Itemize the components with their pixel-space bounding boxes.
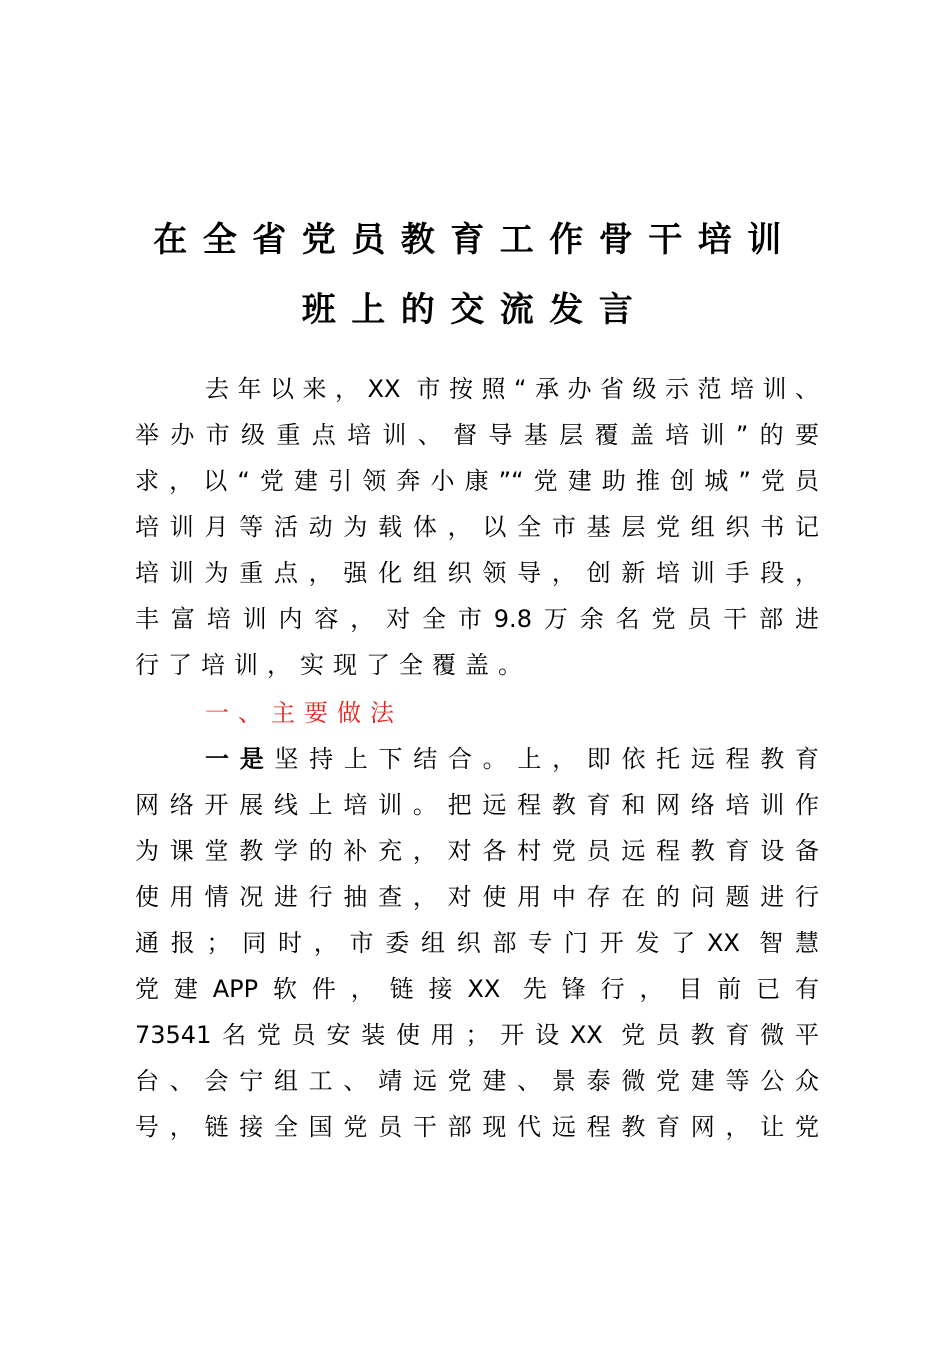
paragraph-1-line-7: 行了培训，实现了全覆盖。: [135, 651, 531, 679]
paragraph-2-line-1: [205, 736, 819, 782]
paragraph-1-line-4: 培训月等活动为载体，以全市基层党组织书记: [135, 513, 819, 541]
paragraph-2-first-rest: 坚持上下结合。上，即依托远程教育: [274, 745, 820, 773]
paragraph-2-lead: 一是: [205, 745, 275, 773]
paragraph-2-line-3: 为课堂教学的补充，对各村党员远程教育设备: [135, 837, 819, 865]
paragraph-1-line-5: 培训为重点，强化组织领导，创新培训手段，: [135, 559, 819, 587]
section-heading: 一、主要做法: [205, 699, 403, 727]
paragraph-1-line-3: 求，以“党建引领奔小康”“党建助推创城”党员: [135, 467, 819, 495]
paragraph-2-line-5: 通报；同时，市委组织部专门开发了XX 智慧: [135, 929, 819, 957]
paragraph-2-line-7: 73541名党员安装使用；开设XX 党员教育微平: [135, 1021, 819, 1049]
paragraph-2-line-2: 网络开展线上培训。把远程教育和网络培训作: [135, 791, 819, 819]
paragraph-1-line-2: 举办市级重点培训、督导基层覆盖培训”的要: [135, 421, 819, 449]
paragraph-1-line-1: 去年以来，XX 市按照“承办省级示范培训、: [205, 375, 819, 403]
paragraph-2-line-9: 号，链接全国党员干部现代远程教育网，让党: [135, 1113, 819, 1141]
document-title-line-2: 班上的交流发言: [301, 290, 649, 330]
paragraph-2-line-4: 使用情况进行抽查，对使用中存在的问题进行: [135, 883, 819, 911]
paragraph-2-line-6: 党建APP软件，链接XX 先锋行，目前已有: [135, 975, 819, 1003]
paragraph-1-line-6: 丰富培训内容，对全市9.8万余名党员干部进: [135, 605, 819, 633]
document-title-line-1: 在全省党员教育工作骨干培训: [153, 220, 797, 260]
paragraph-2-line-8: 台、会宁组工、靖远党建、景泰微党建等公众: [135, 1067, 819, 1095]
